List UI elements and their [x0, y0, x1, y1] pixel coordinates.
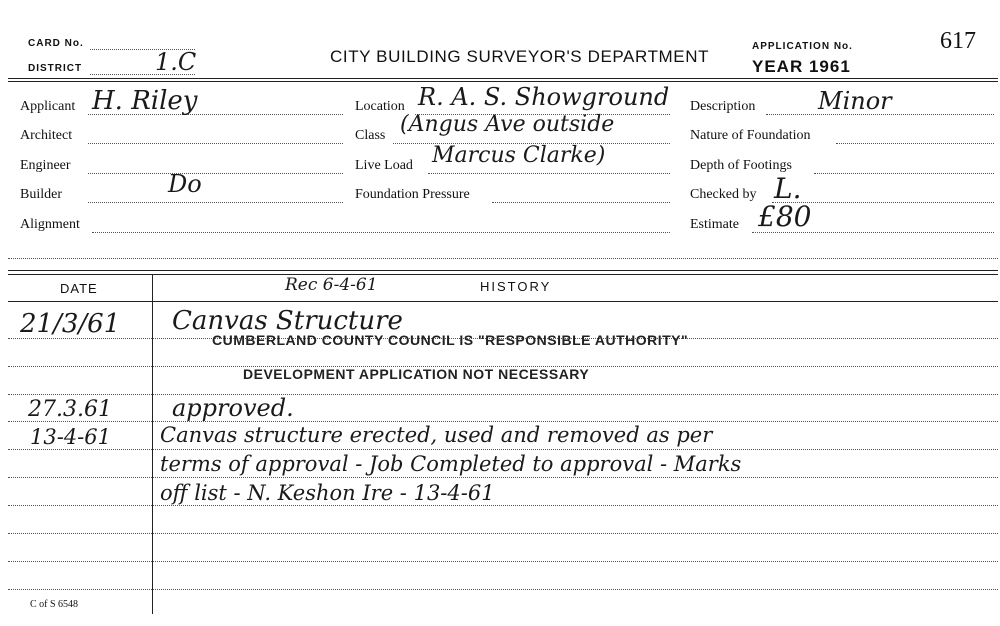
builder-value: Do	[168, 170, 202, 198]
history-row-line	[8, 561, 998, 562]
history-row-line	[8, 533, 998, 534]
history-rule-1	[8, 270, 998, 271]
header-rule-2	[8, 81, 998, 82]
entry-date: 13-4-61	[30, 425, 111, 449]
entry-text: Canvas structure erected, used and removed as per	[160, 423, 713, 447]
entry-text: terms of approval - Job Completed to approval - Marks	[160, 452, 742, 476]
estimate-label: Estimate	[690, 217, 739, 232]
development-stamp: DEVELOPMENT APPLICATION NOT NECESSARY	[243, 366, 590, 382]
applicant-value: H. Riley	[92, 86, 198, 116]
description-label: Description	[690, 99, 756, 114]
engineer-line	[88, 173, 343, 174]
date-header: DATE	[60, 281, 98, 296]
builder-label: Builder	[20, 187, 62, 202]
alignment-line	[92, 232, 670, 233]
live-load-value: Marcus Clarke)	[432, 143, 606, 168]
class-value: (Angus Ave outside	[400, 112, 615, 137]
history-header-rule	[8, 301, 998, 302]
entry-text: Canvas Structure	[172, 306, 403, 336]
application-no-label: APPLICATION No.	[752, 41, 853, 52]
architect-line	[88, 143, 343, 144]
history-row-line	[8, 505, 998, 506]
history-row-line	[8, 421, 998, 422]
architect-label: Architect	[20, 128, 73, 143]
foundation-pressure-line	[492, 202, 670, 203]
checked-by-value: L.	[774, 172, 802, 205]
history-row-line	[8, 449, 998, 450]
history-rule-2	[8, 274, 998, 275]
location-label: Location	[355, 99, 405, 114]
district-label: DISTRICT	[28, 63, 83, 74]
nature-of-foundation-line	[836, 143, 994, 144]
received-note: Rec 6-4-61	[285, 275, 378, 295]
entry-date: 27.3.61	[28, 397, 112, 422]
form-number: C of S 6548	[30, 599, 79, 610]
header-rule-1	[8, 78, 998, 79]
history-dotted-rule	[8, 258, 998, 259]
history-row-line	[8, 477, 998, 478]
checked-by-label: Checked by	[690, 187, 757, 202]
live-load-label: Live Load	[355, 158, 413, 173]
history-row-line	[8, 394, 998, 395]
alignment-label: Alignment	[20, 217, 80, 232]
authority-stamp: CUMBERLAND COUNTY COUNCIL IS "RESPONSIBLE AUTHORITY"	[212, 332, 689, 348]
description-value: Minor	[818, 87, 892, 115]
card-no-label: CARD No.	[28, 38, 84, 49]
foundation-pressure-label: Foundation Pressure	[355, 187, 470, 202]
department-title: CITY BUILDING SURVEYOR'S DEPARTMENT	[330, 47, 710, 66]
estimate-value: £80	[758, 200, 812, 233]
depth-of-footings-line	[814, 173, 994, 174]
history-row-line	[8, 589, 998, 590]
entry-date: 21/3/61	[20, 309, 121, 339]
live-load-line	[428, 173, 670, 174]
entry-text: approved.	[172, 394, 294, 422]
history-header: HISTORY	[480, 279, 552, 294]
location-value: R. A. S. Showground	[418, 83, 670, 111]
class-label: Class	[355, 128, 386, 143]
nature-of-foundation-label: Nature of Foundation	[690, 128, 811, 143]
district-value: 1.C	[155, 48, 197, 76]
entry-text: off list - N. Keshon Ire - 13-4-61	[160, 481, 495, 505]
date-column-divider	[152, 274, 153, 614]
year: YEAR 1961	[752, 57, 851, 76]
engineer-label: Engineer	[20, 158, 71, 173]
depth-of-footings-label: Depth of Footings	[690, 158, 792, 173]
application-no: 617	[940, 28, 976, 54]
applicant-label: Applicant	[20, 99, 76, 114]
builder-line	[88, 202, 343, 203]
